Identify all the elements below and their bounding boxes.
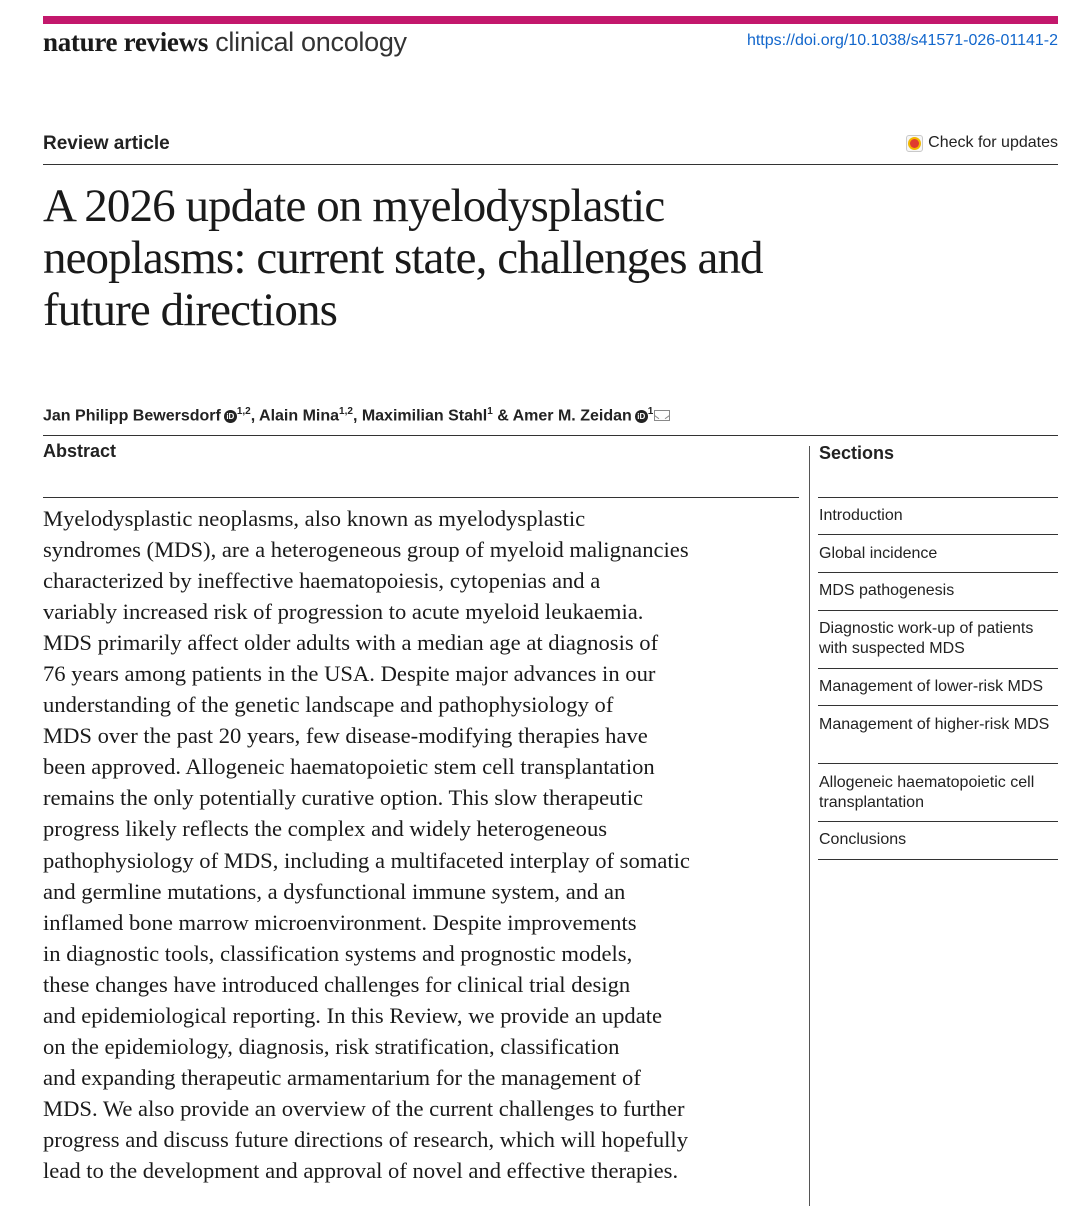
- journal-brand: nature reviews: [43, 27, 209, 57]
- author-affiliation: 1,2: [236, 406, 251, 417]
- section-link-diagnostic-work-up[interactable]: Diagnostic work-up of patients with suspected MDS: [819, 620, 1034, 657]
- abstract-line: remains the only potentially curative option. This slow therapeutic: [43, 785, 644, 811]
- abstract-line: and germline mutations, a dysfunctional immune system, and an: [43, 878, 626, 904]
- abstract-line: characterized by ineffective haematopoiesis, cytopenias and a: [43, 568, 601, 594]
- journal-subtitle: clinical oncology: [215, 27, 407, 57]
- divider: [818, 859, 1058, 860]
- divider: [43, 497, 799, 498]
- section-link-introduction[interactable]: Introduction: [819, 507, 903, 524]
- section-link-conclusions[interactable]: Conclusions: [819, 831, 907, 848]
- divider: [818, 610, 1058, 611]
- divider: [43, 435, 1058, 436]
- journal-title[interactable]: [43, 27, 407, 58]
- abstract-line: and epidemiological reporting. In this Review, we provide an update: [43, 1002, 663, 1028]
- divider: [818, 821, 1058, 822]
- section-link-mds-pathogenesis[interactable]: MDS pathogenesis: [819, 582, 955, 599]
- section-link-transplantation[interactable]: Allogeneic haematopoietic cell transplantation: [819, 774, 1035, 811]
- divider: [43, 164, 1058, 165]
- divider: [818, 668, 1058, 669]
- abstract-line: been approved. Allogeneic haematopoietic stem cell transplantation: [43, 754, 655, 780]
- abstract-line: lead to the development and approval of novel and effective therapies.: [43, 1157, 679, 1183]
- author-name[interactable]: Maximilian Stahl: [361, 407, 488, 425]
- check-for-updates-button[interactable]: [906, 134, 1058, 152]
- sections-heading: Sections: [819, 443, 895, 463]
- article-type: Review article: [43, 133, 170, 154]
- abstract-line: and expanding therapeutic armamentarium for the management of: [43, 1064, 641, 1090]
- author-list: [43, 406, 670, 425]
- abstract-heading: Abstract: [43, 441, 117, 461]
- column-divider: [809, 446, 810, 1206]
- section-link-lower-risk[interactable]: Management of lower-risk MDS: [819, 678, 1044, 695]
- journal-accent-bar: [43, 16, 1058, 24]
- author-affiliation: 1: [487, 406, 493, 417]
- divider: [818, 572, 1058, 573]
- abstract-line: in diagnostic tools, classification systems and prognostic models,: [43, 940, 633, 966]
- abstract-line: inflamed bone marrow microenvironment. Despite improvements: [43, 909, 637, 935]
- check-for-updates-label: Check for updates: [928, 134, 1058, 151]
- abstract-line: 76 years among patients in the USA. Despite major advances in our: [43, 661, 656, 687]
- crossmark-icon: [906, 135, 923, 152]
- abstract-line: progress likely reflects the complex and widely heterogeneous: [43, 816, 608, 842]
- divider: [818, 763, 1058, 764]
- abstract-line: Myelodysplastic neoplasms, also known as myelodysplastic: [43, 506, 586, 531]
- abstract-text: [43, 503, 793, 1186]
- abstract-line: progress and discuss future directions of research, which will hopefully: [43, 1126, 689, 1152]
- author-separator: &: [492, 407, 513, 425]
- abstract-line: these changes have introduced challenges for clinical trial design: [43, 971, 631, 997]
- article-title: A 2026 update on myelodysplastic neoplasms: current state, challenges and future directions: [43, 180, 763, 336]
- abstract-line: syndromes (MDS), are a heterogeneous group of myeloid malignancies: [43, 537, 689, 563]
- doi-link[interactable]: https://doi.org/10.1038/s41571-026-01141-2: [746, 32, 1058, 49]
- abstract-line: understanding of the genetic landscape and pathophysiology of: [43, 692, 614, 718]
- author-separator: ,: [250, 407, 260, 425]
- orcid-icon[interactable]: iD: [635, 410, 648, 423]
- abstract-line: variably increased risk of progression to acute myeloid leukaemia.: [43, 599, 644, 625]
- author-name[interactable]: Jan Philipp Bewersdorf: [43, 407, 221, 425]
- divider: [818, 534, 1058, 535]
- divider: [818, 705, 1058, 706]
- orcid-icon[interactable]: iD: [224, 410, 237, 423]
- section-link-higher-risk[interactable]: Management of higher-risk MDS: [819, 716, 1050, 733]
- author-separator: ,: [352, 407, 362, 425]
- section-link-global-incidence[interactable]: Global incidence: [819, 545, 938, 562]
- abstract-line: pathophysiology of MDS, including a multifaceted interplay of somatic: [43, 847, 690, 873]
- author-affiliation: 1,2: [339, 406, 353, 417]
- abstract-line: on the epidemiology, diagnosis, risk stratification, classification: [43, 1033, 620, 1059]
- author-name[interactable]: Alain Mina: [259, 407, 340, 425]
- abstract-line: MDS over the past 20 years, few disease-modifying therapies have: [43, 723, 648, 749]
- author-name[interactable]: Amer M. Zeidan: [512, 407, 632, 425]
- abstract-line: MDS. We also provide an overview of the current challenges to further: [43, 1095, 685, 1121]
- email-icon[interactable]: [654, 410, 670, 421]
- abstract-line: MDS primarily affect older adults with a median age at diagnosis of: [43, 630, 659, 656]
- author-affiliation: 1: [647, 406, 654, 417]
- divider: [818, 497, 1058, 498]
